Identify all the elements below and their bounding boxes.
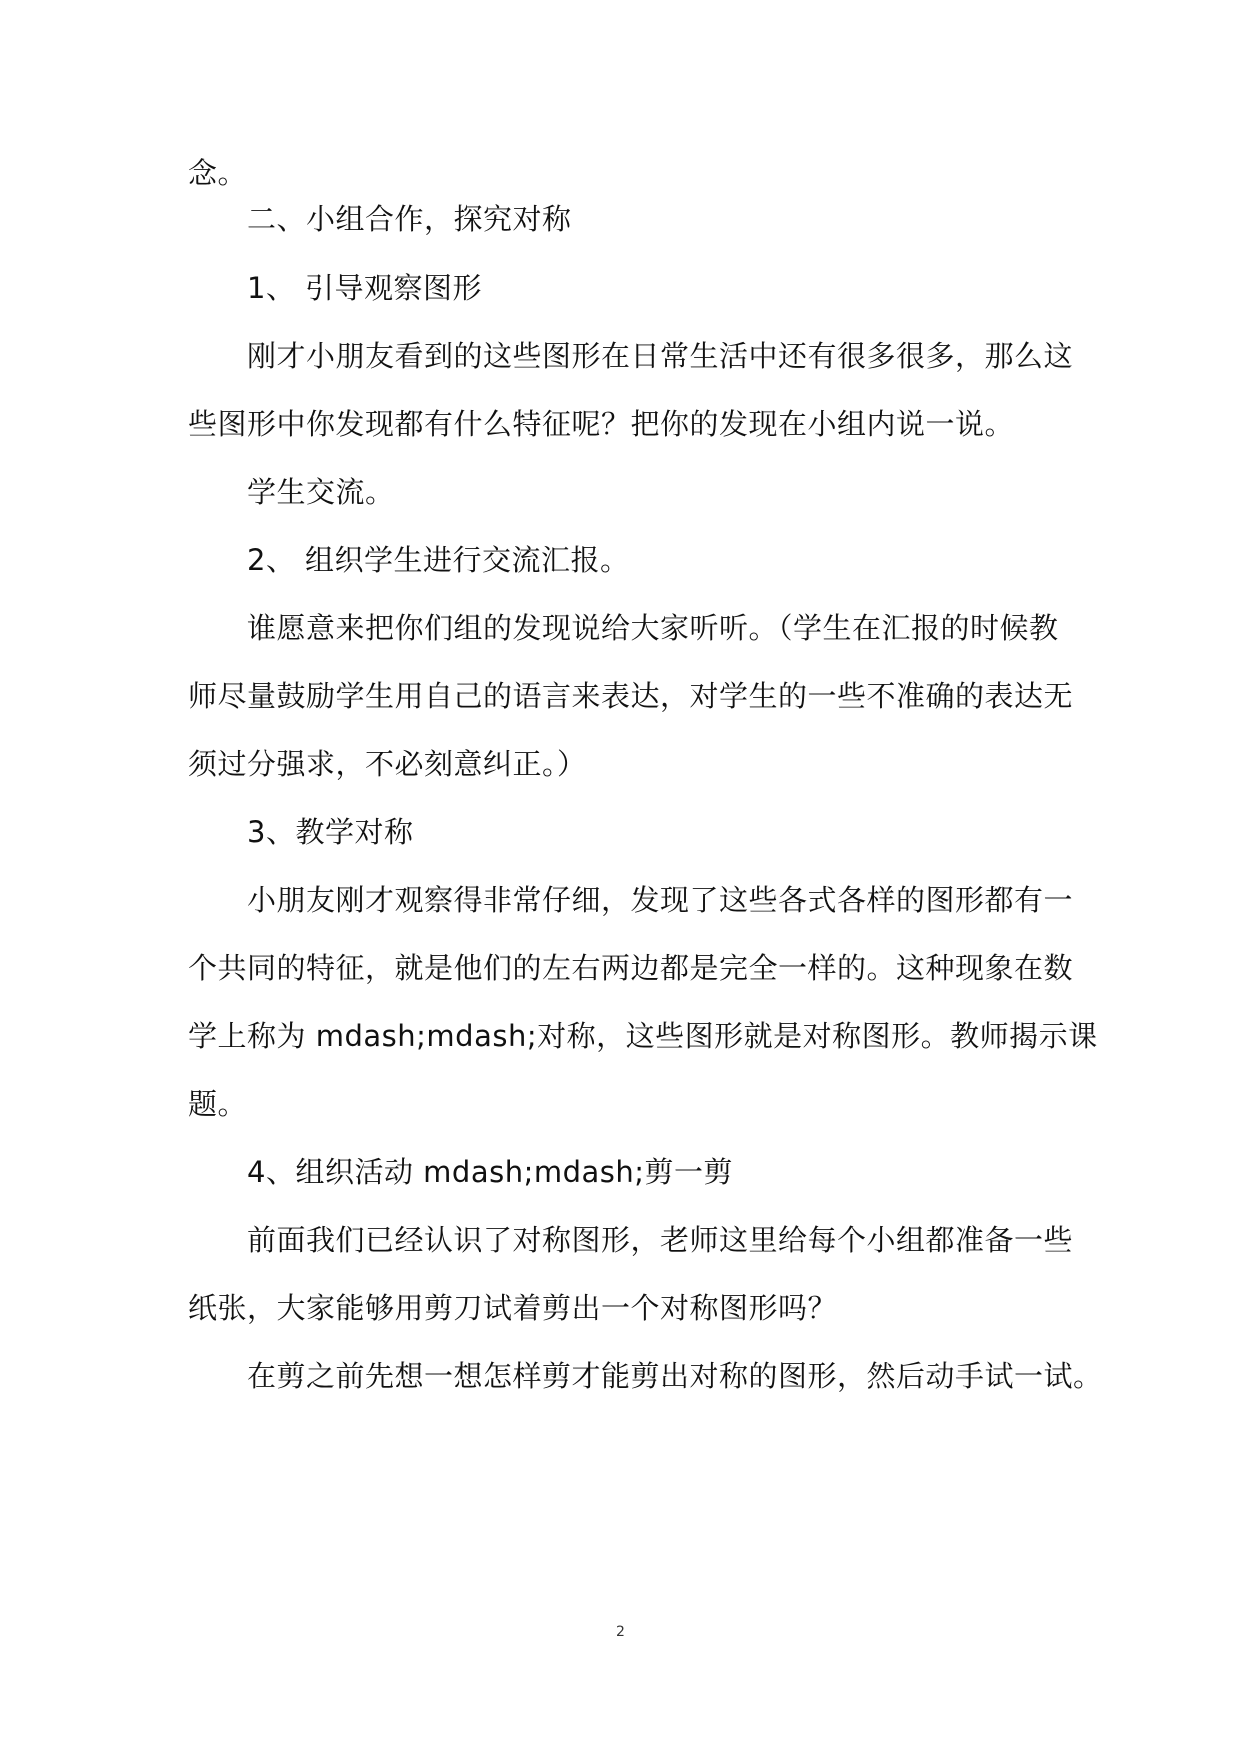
text-line: 刚才小朋友看到的这些图形在日常生活中还有很多很多，那么这 bbox=[247, 339, 1074, 373]
numbered-heading: 3、教学对称 bbox=[247, 815, 414, 849]
text-line: 师尽量鼓励学生用自己的语言来表达，对学生的一些不准确的表达无 bbox=[188, 679, 1074, 713]
text-line: 小朋友刚才观察得非常仔细，发现了这些各式各样的图形都有一 bbox=[247, 883, 1074, 917]
text-line: 在剪之前先想一想怎样剪才能剪出对称的图形，然后动手试一试。 bbox=[247, 1359, 1103, 1393]
numbered-heading: 4、组织活动 mdash;mdash;剪一剪 bbox=[247, 1155, 734, 1189]
text-line: 前面我们已经认识了对称图形，老师这里给每个小组都准备一些 bbox=[247, 1223, 1074, 1257]
text-line: 些图形中你发现都有什么特征呢？把你的发现在小组内说一说。 bbox=[188, 407, 1015, 441]
text-line: 谁愿意来把你们组的发现说给大家听听。（学生在汇报的时候教 bbox=[247, 611, 1059, 645]
text-line: 个共同的特征，就是他们的左右两边都是完全一样的。这种现象在数 bbox=[188, 951, 1074, 985]
page-number: 2 bbox=[616, 1624, 625, 1640]
numbered-heading bbox=[247, 535, 630, 585]
numbered-heading bbox=[247, 263, 482, 313]
text-line: 题。 bbox=[188, 1087, 248, 1121]
text-line: 念。 bbox=[188, 156, 248, 190]
text-line: 纸张，大家能够用剪刀试着剪出一个对称图形吗？ bbox=[188, 1291, 838, 1325]
text-line: 学上称为 mdash;mdash;对称，这些图形就是对称图形。教师揭示课 bbox=[188, 1019, 1098, 1053]
section-heading: 二、小组合作，探究对称 bbox=[247, 202, 572, 236]
item-title: 引导观察图形 bbox=[305, 271, 483, 305]
text-line: 须过分强求，不必刻意纠正。） bbox=[188, 747, 587, 781]
item-number: 1、 bbox=[247, 271, 296, 305]
item-number: 2、 bbox=[247, 543, 296, 577]
item-title: 组织学生进行交流汇报。 bbox=[305, 543, 630, 577]
text-line: 学生交流。 bbox=[247, 475, 395, 509]
